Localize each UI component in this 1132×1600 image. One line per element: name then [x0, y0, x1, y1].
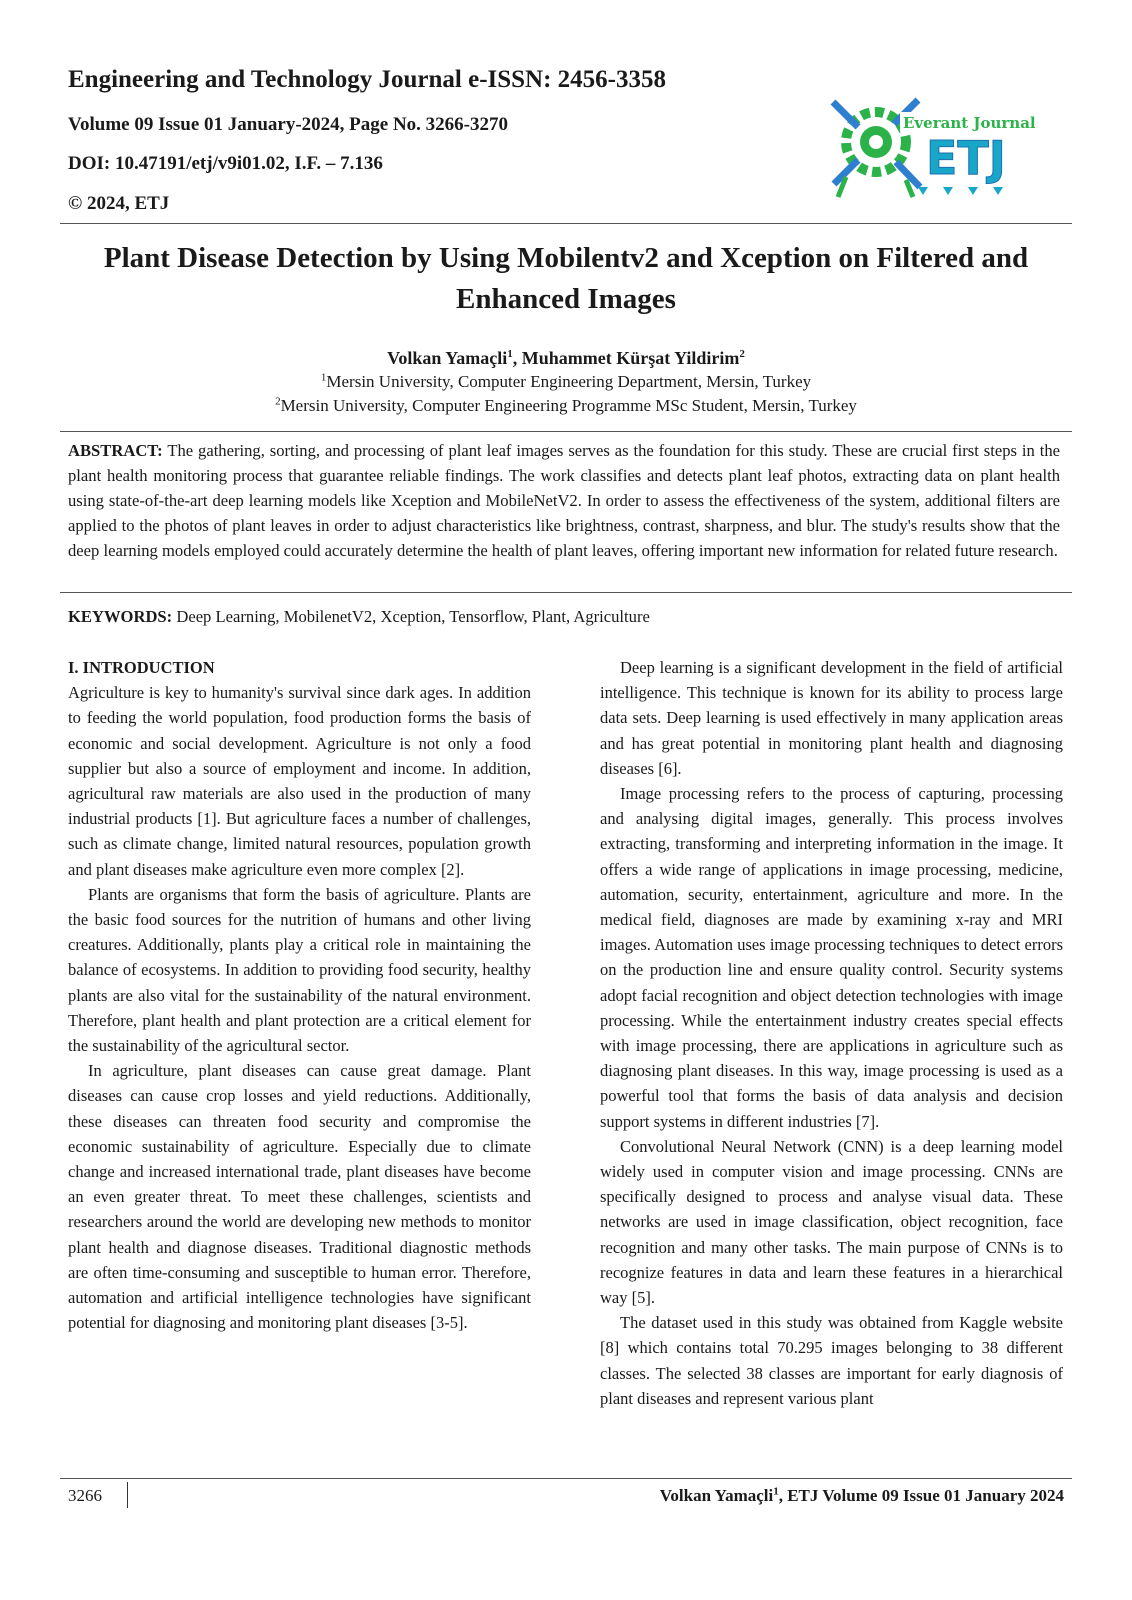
abstract-top-rule: [60, 431, 1072, 432]
left-column: [68, 655, 531, 1335]
body-paragraph: Agriculture is key to humanity's survival since dark ages. In addition to feeding the world population, food production forms the basis of economic and social development. Agriculture is not only a food supplier but also a source of employment and income. In addition, agricultural raw materials are also used in the production of many industrial products [1]. But agriculture faces a number of challenges, such as climate change, limited natural resources, population growth and plant diseases make agriculture even more complex [2].: [68, 683, 531, 879]
body-paragraph: Plants are organisms that form the basis of agriculture. Plants are the basic food sources for the nutrition of humans and other living creatures. Additionally, plants play a critical role in maintaining the balance of ecosystems. In addition to providing food security, healthy plants are also vital for the sustainability of the natural environment. Therefore, plant health and plant protection are a critical element for the sustainability of the agricultural sector.: [68, 884, 531, 1056]
affiliation-text: Mersin University, Computer Engineering Department, Mersin, Turkey: [326, 372, 812, 391]
volume-issue-line: Volume 09 Issue 01 January-2024, Page No. 3266-3270: [68, 114, 508, 135]
affiliation-mark: 1: [320, 371, 327, 384]
author-name: Volkan Yamaçli: [387, 348, 508, 368]
author-name: Muhammet Kürşat Yildirim: [521, 348, 740, 368]
running-author: Volkan Yamaçli: [659, 1486, 774, 1505]
body-paragraph: Deep learning is a significant development in the field of artificial intelligence. This technique is known for its ability to process large data sets. Deep learning is used effectively in many application areas and has great potential in monitoring plant health and diagnosing diseases [6].: [600, 658, 1063, 778]
author-list: [0, 348, 1132, 369]
doi-line: DOI: 10.47191/etj/v9i01.02, I.F. – 7.136: [68, 153, 383, 174]
paper-title-line1: Plant Disease Detection by Using Mobilentv2 and Xception on Filtered and: [103, 242, 1029, 274]
body-paragraph: In agriculture, plant diseases can cause great damage. Plant diseases can cause crop losses and yield reductions. Additionally, these diseases can threaten food security and compromise the economic sustainability of agriculture. Especially due to climate change and increased international trade, plant diseases have become an even greater threat. To meet these challenges, scientists and researchers around the world are developing new methods to monitor plant health and diagnose diseases. Traditional diagnostic methods are often time-consuming and susceptible to human error. Therefore, automation and artificial intelligence technologies have significant potential for diagnosing and monitoring plant diseases [3-5].: [68, 1061, 531, 1333]
running-affil-mark: 1: [773, 1485, 779, 1498]
body-paragraph: Convolutional Neural Network (CNN) is a deep learning model widely used in computer vision and image processing. CNNs are specifically designed to process and analyse visual data. These networks are used in image classification, object recognition, face recognition and many other tasks. The main purpose of CNNs is to recognize features in data and learn these features in a hierarchical way [5].: [600, 1136, 1063, 1308]
etj-logo: [828, 92, 1043, 202]
svg-text:Everant Journal: Everant Journal: [903, 114, 1036, 132]
affiliation-mark: 2: [275, 395, 281, 408]
footer-rule: [60, 1478, 1072, 1479]
right-column: [600, 655, 1063, 1411]
copyright-line: © 2024, ETJ: [68, 193, 170, 214]
body-paragraph: The dataset used in this study was obtained from Kaggle website [8] which contains total 70.295 images belonging to 38 different classes. The selected 38 classes are important for early diagnosis of plant diseases and represent various plant: [600, 1313, 1063, 1408]
journal-title: Engineering and Technology Journal e-ISSN: 2456-3358: [68, 66, 667, 93]
author-separator: ,: [512, 348, 522, 368]
abstract-label: ABSTRACT:: [68, 441, 163, 460]
author-affil-mark: 1: [507, 348, 513, 360]
abstract-bottom-rule: [60, 592, 1072, 593]
paper-title-line2: Enhanced Images: [456, 283, 676, 315]
body-paragraph: Image processing refers to the process of capturing, processing and analysing digital images, generally. This process involves extracting, transforming and interpreting information in the image. It offers a wide range of applications in image processing, medicine, automation, security, entertainment, agriculture and more. In the medical field, diagnoses are made by examining x-ray and MRI images. Automation uses image processing techniques to detect errors on the production line and ensure quality control. Security systems adopt facial recognition and object detection technologies with image processing. While the entertainment industry creates special effects with image processing, there are applications in agriculture such as diagnosing plant diseases. In this way, image processing is used as a powerful tool that forms the basis of data analysis and decision support systems in different industries [7].: [600, 784, 1063, 1131]
author-affil-mark: 2: [739, 348, 745, 360]
running-footer: [660, 1486, 1064, 1506]
keywords: [68, 607, 1060, 627]
affiliation-2: [0, 396, 1132, 416]
section-heading: I. INTRODUCTION: [68, 658, 215, 677]
footer-divider: [127, 1482, 128, 1508]
paper-title: [60, 238, 1072, 320]
running-journal: , ETJ Volume 09 Issue 01 January 2024: [778, 1486, 1064, 1505]
keywords-label: KEYWORDS:: [68, 607, 173, 626]
abstract: [68, 438, 1060, 563]
affiliation-1: [0, 372, 1132, 392]
page-number: 3266: [68, 1486, 102, 1505]
affiliation-text: Mersin University, Computer Engineering Programme MSc Student, Mersin, Turkey: [280, 396, 857, 415]
keywords-text: Deep Learning, MobilenetV2, Xception, Tensorflow, Plant, Agriculture: [176, 607, 650, 626]
svg-text:ETJ: ETJ: [926, 131, 1006, 185]
abstract-text: The gathering, sorting, and processing of plant leaf images serves as the foundation for this study. These are crucial first steps in the plant health monitoring process that guarantee reliable findings. The work classifies and detects plant leaf photos, extracting data on plant health using state-of-the-art deep learning models like Xception and MobileNetV2. In order to assess the effectiveness of the system, additional filters are applied to the photos of plant leaves in order to adjust characteristics like brightness, contrast, sharpness, and blur. The study's results show that the deep learning models employed could accurately determine the health of plant leaves, offering important new information for related future research.: [68, 441, 1060, 560]
header-divider: [60, 223, 1072, 224]
